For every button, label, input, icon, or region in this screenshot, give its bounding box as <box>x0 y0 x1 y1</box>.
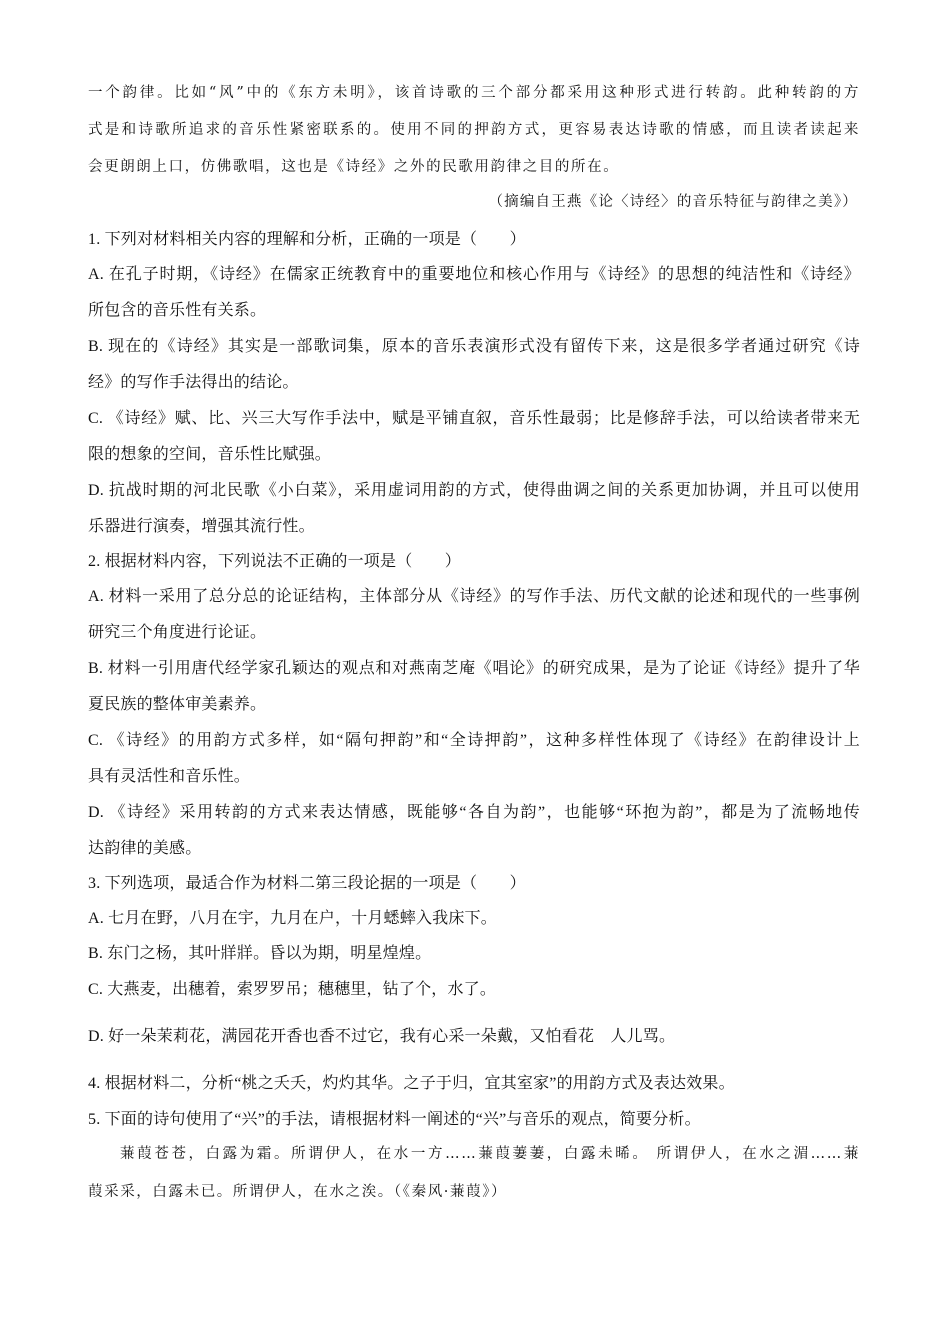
question-2-option-a: A. 材料一采用了总分总的论证结构，主体部分从《诗经》的写作手法、历代文献的论述和现代的一些事例 <box>88 588 860 605</box>
material-line-1: 一个韵律。比如“风”中的《东方未明》，该首诗歌的三个部分都采用这种形式进行转韵。此种转韵的方 <box>88 85 860 101</box>
question-1-option-d-cont: 乐器进行演奏，增强其流行性。 <box>88 518 315 535</box>
question-3-option-a: A. 七月在野，八月在宇，九月在户，十月蟋蟀入我床下。 <box>88 910 497 927</box>
question-1-option-a: A. 在孔子时期，《诗经》在儒家正统教育中的重要地位和核心作用与《诗经》的思想的纯洁性和《诗经》 <box>88 266 860 283</box>
question-1-option-b-cont: 经》的写作手法得出的结论。 <box>88 374 299 391</box>
question-3-option-d: D. 好一朵茉莉花，满园花开香也香不过它，我有心采一朵戴，又怕看花 人儿骂。 <box>88 1028 676 1045</box>
question-1-stem: 1. 下列对材料相关内容的理解和分析，正确的一项是（ ） <box>88 231 526 248</box>
material-line-2: 式是和诗歌所追求的音乐性紧密联系的。使用不同的押韵方式，更容易表达诗歌的情感，而且读者读起来 <box>88 122 860 138</box>
question-1-option-c: C. 《诗经》赋、比、兴三大写作手法中，赋是平铺直叙，音乐性最弱；比是修辞手法，可以给读者带来无 <box>88 410 860 427</box>
question-2-option-a-cont: 研究三个角度进行论证。 <box>88 624 267 641</box>
material-line-3: 会更朗朗上口，仿佛歌唱，这也是《诗经》之外的民歌用韵律之目的所在。 <box>88 159 620 175</box>
question-2-stem: 2. 根据材料内容，下列说法不正确的一项是（ ） <box>88 553 462 570</box>
question-3-option-b: B. 东门之杨，其叶牂牂。昏以为期，明星煌煌。 <box>88 945 432 962</box>
question-1-option-c-cont: 限的想象的空间，音乐性比赋强。 <box>88 446 332 463</box>
question-2-option-b: B. 材料一引用唐代经学家孔颖达的观点和对燕南芝庵《唱论》的研究成果，是为了论证《诗经》提升了华 <box>88 660 860 677</box>
question-1-option-b: B. 现在的《诗经》其实是一部歌词集，原本的音乐表演形式没有留传下来，这是很多学者通过研究《诗 <box>88 338 860 355</box>
question-3-stem: 3. 下列选项，最适合作为材料二第三段论据的一项是（ ） <box>88 875 526 892</box>
question-4-stem: 4. 根据材料二，分析“桃之夭夭，灼灼其华。之子于归，宜其室家”的用韵方式及表达效果。 <box>88 1075 735 1092</box>
question-2-option-d-cont: 达韵律的美感。 <box>88 840 202 857</box>
source-citation: （摘编自王燕《论〈诗经〉的音乐特征与韵律之美》） <box>488 194 858 210</box>
question-1-option-a-cont: 所包含的音乐性有关系。 <box>88 302 267 319</box>
poem-line-1: 蒹葭苍苍，白露为霜。所谓伊人，在水一方……蒹葭萋萋，白露未晞。 所谓伊人，在水之湄……蒹 <box>120 1146 860 1162</box>
question-2-option-c: C. 《诗经》的用韵方式多样，如“隔句押韵”和“全诗押韵”，这种多样性体现了《诗经》在韵律设计上 <box>88 732 860 749</box>
question-3-option-c: C. 大燕麦，出穗着，索罗罗吊；穗穗里，钻了个，水了。 <box>88 981 497 998</box>
question-2-option-c-cont: 具有灵活性和音乐性。 <box>88 768 251 785</box>
poem-line-2: 葭采采，白露未已。所谓伊人，在水之涘。（《秦风·蒹葭》） <box>88 1184 508 1200</box>
question-2-option-b-cont: 夏民族的整体审美素养。 <box>88 696 267 713</box>
question-2-option-d: D. 《诗经》采用转韵的方式来表达情感，既能够“各自为韵”，也能够“环抱为韵”，都是为了流畅地传 <box>88 804 860 821</box>
question-1-option-d: D. 抗战时期的河北民歌《小白菜》，采用虚词用韵的方式，使得曲调之间的关系更加协调，并且可以使用 <box>88 482 860 499</box>
question-5-stem: 5. 下面的诗句使用了“兴”的手法，请根据材料一阐述的“兴”与音乐的观点，简要分析。 <box>88 1111 701 1128</box>
